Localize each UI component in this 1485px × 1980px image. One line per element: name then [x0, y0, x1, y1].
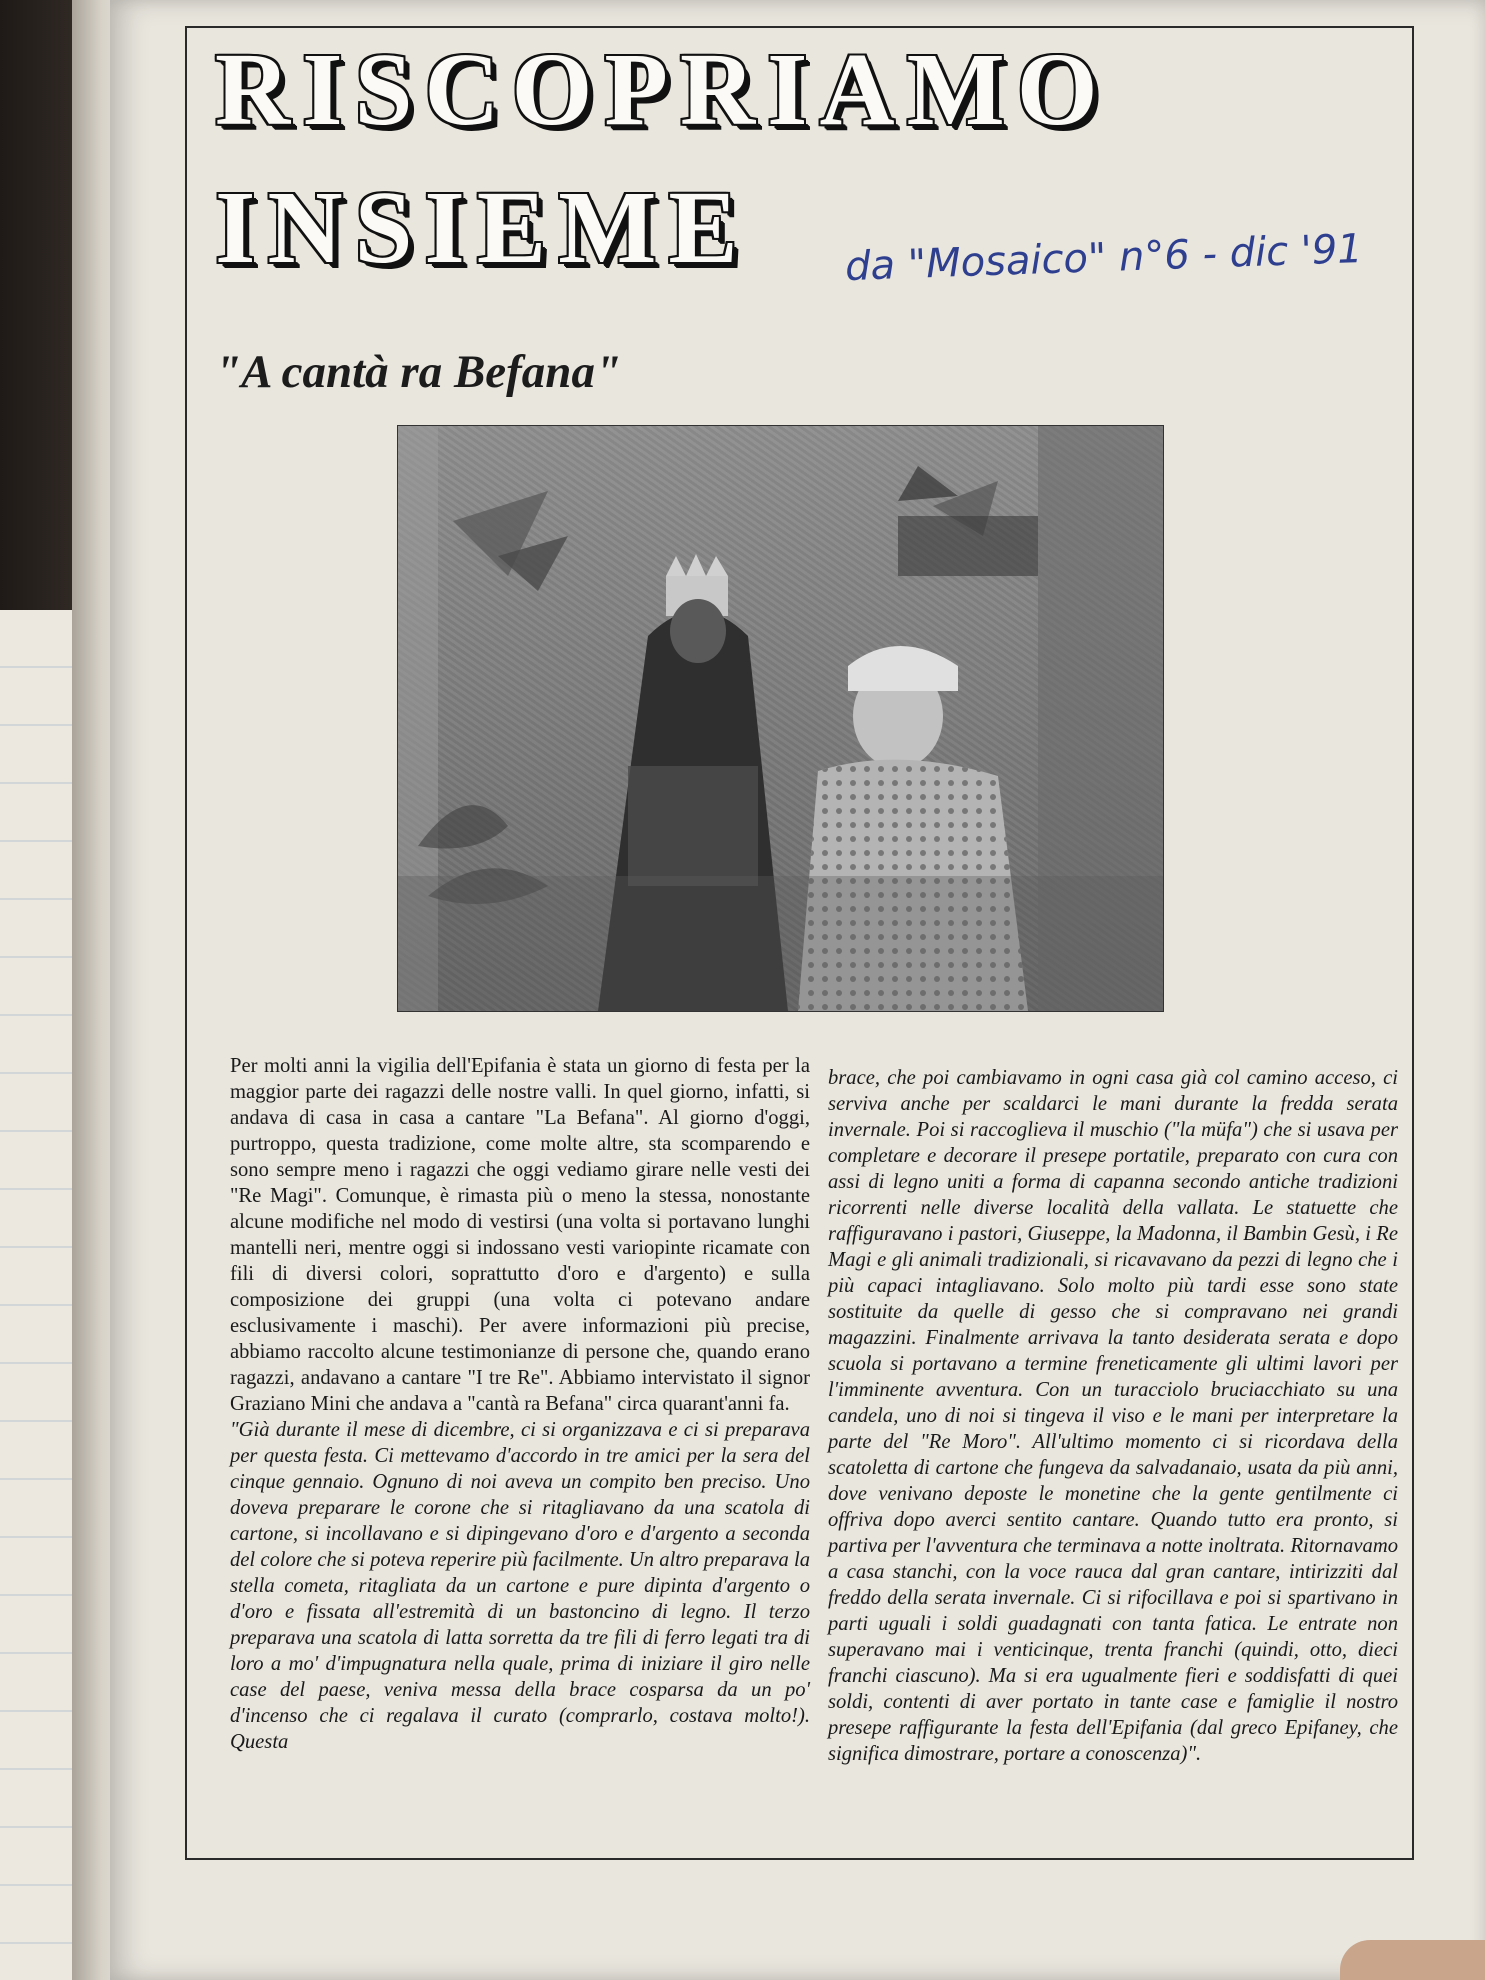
article-subtitle: "A cantà ra Befana": [215, 346, 622, 398]
interview-quote-continuation: brace, che poi cambiavamo in ogni casa già col camino acceso, ci serviva anche per scaldarci le mani durante la fredda serata invernale. Poi si raccoglieva il muschio ("la müfa") che si usava per completare e decorare il presepe portatile, preparato con cura con assi di legno uniti a forma di capanna secondo antiche tradizioni ricorrenti nelle diverse località della vallata. Le statuette che raffiguravano i pastori, Giuseppe, la Madonna, il Bambin Gesù, i Re Magi e gli animali tradizionali, si ricavavano da pezzi di legno che i più capaci intagliavano. Solo molto più tardi esse sono state sostituite da quelle di gesso che si compravano nei grandi magazzini. Finalmente arrivava la tanto desiderata serata e dopo scuola si portavano a termine freneticamente gli ultimi lavori per l'imminente avventura. Con un turacciolo bruciacchiato su una candela, uno di noi si tingeva il viso e le mani per interpretare la parte del "Re Moro". All'ultimo momento ci si ricordava della scatoletta di cartone che fungeva da salvadanaio, usata da più anni, dove venivano deposte le monetine che la gente gentilmente ci offriva dopo averci sentito cantare. Quando tutto era pronto, si partiva per l'avventura che terminava a notte inoltrata. Ritornavamo a casa stanchi, con la voce rauca dal gran cantare, intirizziti dal freddo della serata invernale. Ci si rifocillava e poi si spartivano in parti uguali i soldi guadagnati con tanta fatica. Le entrate non superavano mai i venticinque, trenta franchi (quindi, otto, dieci franchi ciascuno). Ma si era ugualmente fieri e soddisfatti di quei soldi, contenti di aver portato in tante case e famiglie il nostro presepe raffigurante la festa dell'Epifania (dal greco Epifaney, che significa dimostrare, portare a conoscenza)".: [828, 1067, 1398, 1765]
article-photo: [397, 425, 1164, 1012]
title-line-2: INSIEME: [215, 170, 750, 285]
magazine-page: [110, 0, 1485, 1980]
photo-illustration: [398, 426, 1163, 1011]
interview-quote-start: "Già durante il mese di dicembre, ci si organizzava e ci si preparava per questa festa. Ci mettevamo d'accordo in tre amici per la sera del cinque gennaio. Ognuno di noi aveva un compito ben preciso. Uno doveva preparare le corone che si ritagliavano da una scatola di cartone, si incollavano e si dipingevano d'oro e d'argento a seconda del colore che si poteva reperire più facilmente. Un altro preparava la stella cometa, ritagliata da un cartone e pure dipinta d'argento o d'oro e fissata all'estremità di un bastoncino di legno. Il terzo preparava una scatola di latta sorretta da tre fili di ferro legati tra di loro a mo' d'impugnatura nella quale, prima di iniziare il giro nelle case del paese, veniva messa della brace cosparsa da un po' d'incenso che ci regalava il curato (comprarlo, costava molto!). Questa: [230, 1419, 810, 1753]
title-line-1: RISCOPRIAMO: [215, 32, 1110, 147]
article-left-column: [230, 1053, 810, 1755]
article-intro-paragraph: Per molti anni la vigilia dell'Epifania è stata un giorno di festa per la maggior parte dei ragazzi delle nostre valli. In quel giorno, infatti, si andava di casa in casa a cantare "La Befana". Al giorno d'oggi, purtroppo, questa tradizione, come molte altre, sta scomparendo e sono sempre meno i ragazzi che oggi vediamo girare nelle vesti dei "Re Magi". Comunque, è rimasta più o meno la stessa, nonostante alcune modifiche nel modo di vestirsi (una volta si portavano lunghi mantelli neri, mentre oggi si indossano vesti variopinte ricamate con fili di diversi colori, soprattutto d'oro e d'argento) e sulla composizione dei gruppi (una volta ci potevano andare esclusivamente i maschi). Per avere informazioni più precise, abbiamo raccolto alcune testimonianze di persone che, quando erano ragazzi, andavano a cantare "I tre Re". Abbiamo intervistato il signor Graziano Mini che andava a "cantà ra Befana" circa quarant'anni fa.: [230, 1055, 810, 1415]
article-right-column: [828, 1065, 1398, 1767]
handwritten-source-note: da "Mosaico" n°6 - dic '91: [844, 226, 1364, 291]
page-corner-object: [1340, 1940, 1485, 1980]
